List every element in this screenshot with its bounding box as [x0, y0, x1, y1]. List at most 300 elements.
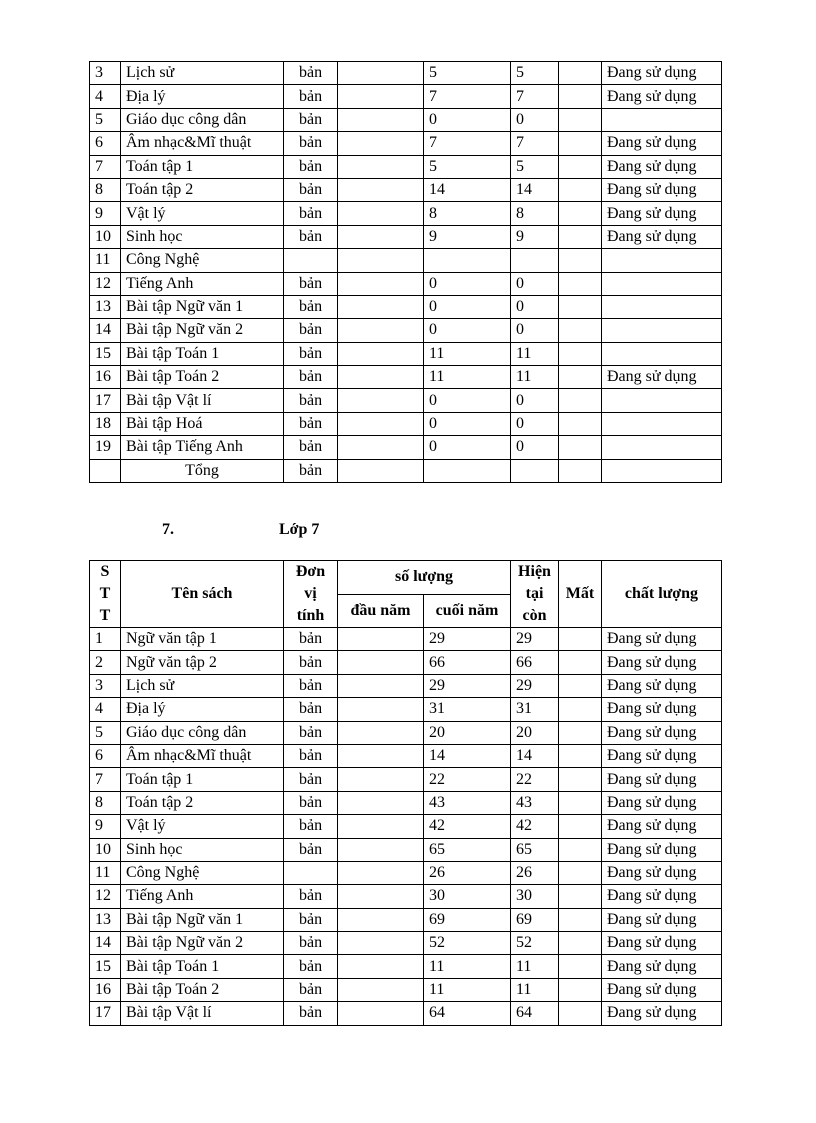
book-name-cell: Địa lý: [121, 85, 284, 108]
stt-cell: 15: [90, 342, 121, 365]
lost-cell: [559, 412, 602, 435]
end-year-cell: 0: [424, 108, 511, 131]
lost-cell: [559, 815, 602, 838]
table-row: [90, 698, 722, 721]
header-stt-line: T: [99, 585, 111, 602]
unit-cell: bản: [284, 628, 338, 651]
end-year-cell: [424, 249, 511, 272]
start-year-cell: [338, 628, 424, 651]
end-year-cell: 31: [424, 698, 511, 721]
book-name-cell: Lịch sử: [121, 674, 284, 697]
table-row: [90, 436, 722, 459]
end-year-cell: 14: [424, 744, 511, 767]
stt-cell: 13: [90, 295, 121, 318]
lost-cell: [559, 955, 602, 978]
remaining-cell: 26: [511, 861, 559, 884]
book-name-cell: Toán tập 2: [121, 178, 284, 201]
stt-cell: 9: [90, 202, 121, 225]
unit-cell: bản: [284, 132, 338, 155]
stt-cell: 11: [90, 861, 121, 884]
lost-cell: [559, 272, 602, 295]
unit-cell: bản: [284, 744, 338, 767]
lost-cell: [559, 885, 602, 908]
stt-cell: 5: [90, 108, 121, 131]
header-stt-line: T: [99, 607, 111, 624]
unit-cell: bản: [284, 108, 338, 131]
remaining-cell: 11: [511, 366, 559, 389]
quality-cell: Đang sử dụng: [602, 132, 722, 155]
table-row: [90, 108, 722, 131]
total-quality-cell: [602, 459, 722, 482]
unit-cell: bản: [284, 838, 338, 861]
stt-cell: 14: [90, 319, 121, 342]
quality-cell: [602, 412, 722, 435]
quality-cell: Đang sử dụng: [602, 861, 722, 884]
remaining-cell: 65: [511, 838, 559, 861]
start-year-cell: [338, 132, 424, 155]
stt-cell: 4: [90, 698, 121, 721]
total-end-cell: [424, 459, 511, 482]
stt-cell: 16: [90, 366, 121, 389]
start-year-cell: [338, 815, 424, 838]
book-name-cell: Bài tập Ngữ văn 2: [121, 932, 284, 955]
section-number: 7.: [162, 521, 174, 538]
stt-cell: 3: [90, 674, 121, 697]
stt-cell: 18: [90, 412, 121, 435]
end-year-cell: 8: [424, 202, 511, 225]
start-year-cell: [338, 366, 424, 389]
unit-cell: bản: [284, 202, 338, 225]
table-row: [90, 272, 722, 295]
book-name-cell: Tiếng Anh: [121, 885, 284, 908]
quality-cell: Đang sử dụng: [602, 155, 722, 178]
book-name-cell: Âm nhạc&Mĩ thuật: [121, 132, 284, 155]
lost-cell: [559, 838, 602, 861]
stt-cell: 9: [90, 815, 121, 838]
book-name-cell: Bài tập Hoá: [121, 412, 284, 435]
quality-cell: [602, 108, 722, 131]
lost-cell: [559, 85, 602, 108]
book-name-cell: Tiếng Anh: [121, 272, 284, 295]
remaining-cell: 8: [511, 202, 559, 225]
lost-cell: [559, 108, 602, 131]
table-row: [90, 908, 722, 931]
remaining-cell: 22: [511, 768, 559, 791]
stt-cell: 10: [90, 225, 121, 248]
remaining-cell: 64: [511, 1002, 559, 1025]
book-name-cell: Giáo dục công dân: [121, 721, 284, 744]
end-year-cell: 22: [424, 768, 511, 791]
unit-cell: bản: [284, 955, 338, 978]
table-row: [90, 85, 722, 108]
header-stt: [90, 561, 121, 628]
start-year-cell: [338, 885, 424, 908]
total-lost-cell: [559, 459, 602, 482]
stt-cell: 13: [90, 908, 121, 931]
start-year-cell: [338, 978, 424, 1001]
table-row: [90, 155, 722, 178]
lost-cell: [559, 225, 602, 248]
header-now-line: còn: [522, 607, 547, 624]
lost-cell: [559, 861, 602, 884]
start-year-cell: [338, 838, 424, 861]
end-year-cell: 0: [424, 272, 511, 295]
unit-cell: [284, 861, 338, 884]
table-row: [90, 674, 722, 697]
end-year-cell: 30: [424, 885, 511, 908]
header-row: [90, 561, 722, 595]
table-row: [90, 721, 722, 744]
header-end: cuối năm: [424, 594, 511, 628]
quality-cell: Đang sử dụng: [602, 885, 722, 908]
book-name-cell: Bài tập Ngữ văn 1: [121, 908, 284, 931]
lost-cell: [559, 628, 602, 651]
stt-cell: 7: [90, 768, 121, 791]
unit-cell: bản: [284, 225, 338, 248]
end-year-cell: 11: [424, 366, 511, 389]
start-year-cell: [338, 62, 424, 85]
remaining-cell: 0: [511, 272, 559, 295]
end-year-cell: 14: [424, 178, 511, 201]
book-name-cell: Bài tập Toán 2: [121, 366, 284, 389]
lost-cell: [559, 249, 602, 272]
remaining-cell: 5: [511, 155, 559, 178]
start-year-cell: [338, 178, 424, 201]
stt-cell: 12: [90, 272, 121, 295]
quality-cell: Đang sử dụng: [602, 202, 722, 225]
header-quantity: số lượng: [338, 561, 511, 595]
unit-cell: [284, 249, 338, 272]
book-name-cell: Bài tập Vật lí: [121, 389, 284, 412]
stt-cell: 8: [90, 791, 121, 814]
unit-cell: bản: [284, 932, 338, 955]
book-inventory-table-class7: [89, 560, 722, 1026]
quality-cell: Đang sử dụng: [602, 674, 722, 697]
unit-cell: bản: [284, 721, 338, 744]
quality-cell: Đang sử dụng: [602, 178, 722, 201]
book-name-cell: Địa lý: [121, 698, 284, 721]
stt-cell: 8: [90, 178, 121, 201]
unit-cell: bản: [284, 178, 338, 201]
remaining-cell: 0: [511, 389, 559, 412]
stt-cell: 10: [90, 838, 121, 861]
end-year-cell: 42: [424, 815, 511, 838]
lost-cell: [559, 768, 602, 791]
unit-cell: bản: [284, 272, 338, 295]
lost-cell: [559, 791, 602, 814]
table-row: [90, 861, 722, 884]
start-year-cell: [338, 225, 424, 248]
unit-cell: bản: [284, 885, 338, 908]
book-name-cell: Công Nghệ: [121, 861, 284, 884]
quality-cell: [602, 319, 722, 342]
stt-cell: 7: [90, 155, 121, 178]
stt-cell: 17: [90, 1002, 121, 1025]
table-row: [90, 319, 722, 342]
start-year-cell: [338, 744, 424, 767]
quality-cell: Đang sử dụng: [602, 225, 722, 248]
remaining-cell: 29: [511, 674, 559, 697]
start-year-cell: [338, 791, 424, 814]
start-year-cell: [338, 861, 424, 884]
stt-cell: 6: [90, 132, 121, 155]
table-row: [90, 202, 722, 225]
quality-cell: Đang sử dụng: [602, 721, 722, 744]
end-year-cell: 26: [424, 861, 511, 884]
book-name-cell: Bài tập Toán 1: [121, 342, 284, 365]
remaining-cell: 11: [511, 342, 559, 365]
remaining-cell: 14: [511, 744, 559, 767]
remaining-cell: 0: [511, 319, 559, 342]
lost-cell: [559, 132, 602, 155]
table-row: [90, 744, 722, 767]
lost-cell: [559, 62, 602, 85]
table-row: [90, 295, 722, 318]
end-year-cell: 52: [424, 932, 511, 955]
stt-cell: 5: [90, 721, 121, 744]
table-row: [90, 791, 722, 814]
end-year-cell: 20: [424, 721, 511, 744]
stt-cell: 15: [90, 955, 121, 978]
lost-cell: [559, 319, 602, 342]
start-year-cell: [338, 768, 424, 791]
end-year-cell: 0: [424, 389, 511, 412]
end-year-cell: 5: [424, 62, 511, 85]
header-unit: [284, 561, 338, 628]
unit-cell: bản: [284, 908, 338, 931]
end-year-cell: 9: [424, 225, 511, 248]
quality-cell: [602, 436, 722, 459]
stt-cell: 11: [90, 249, 121, 272]
start-year-cell: [338, 249, 424, 272]
lost-cell: [559, 178, 602, 201]
start-year-cell: [338, 698, 424, 721]
lost-cell: [559, 342, 602, 365]
remaining-cell: 69: [511, 908, 559, 931]
header-lost: Mất: [559, 561, 602, 628]
stt-cell: 1: [90, 628, 121, 651]
header-unit-line: vị: [304, 585, 317, 602]
book-name-cell: Sinh học: [121, 225, 284, 248]
table-row: [90, 651, 722, 674]
table-row: [90, 412, 722, 435]
stt-cell: 6: [90, 744, 121, 767]
remaining-cell: 11: [511, 955, 559, 978]
unit-cell: bản: [284, 62, 338, 85]
remaining-cell: [511, 249, 559, 272]
quality-cell: [602, 342, 722, 365]
start-year-cell: [338, 436, 424, 459]
remaining-cell: 5: [511, 62, 559, 85]
quality-cell: Đang sử dụng: [602, 628, 722, 651]
quality-cell: [602, 249, 722, 272]
lost-cell: [559, 366, 602, 389]
lost-cell: [559, 674, 602, 697]
quality-cell: [602, 272, 722, 295]
table-row: [90, 342, 722, 365]
start-year-cell: [338, 295, 424, 318]
end-year-cell: 11: [424, 955, 511, 978]
end-year-cell: 66: [424, 651, 511, 674]
start-year-cell: [338, 108, 424, 131]
book-name-cell: Toán tập 1: [121, 768, 284, 791]
start-year-cell: [338, 412, 424, 435]
unit-cell: bản: [284, 768, 338, 791]
book-name-cell: Công Nghệ: [121, 249, 284, 272]
end-year-cell: 5: [424, 155, 511, 178]
start-year-cell: [338, 651, 424, 674]
book-name-cell: Lịch sử: [121, 62, 284, 85]
unit-cell: bản: [284, 791, 338, 814]
stt-cell: 12: [90, 885, 121, 908]
book-name-cell: Bài tập Ngữ văn 2: [121, 319, 284, 342]
total-stt-cell: [90, 459, 121, 482]
stt-cell: 17: [90, 389, 121, 412]
total-now-cell: [511, 459, 559, 482]
remaining-cell: 66: [511, 651, 559, 674]
header-unit-line: tính: [296, 607, 325, 624]
unit-cell: bản: [284, 85, 338, 108]
start-year-cell: [338, 721, 424, 744]
stt-cell: 19: [90, 436, 121, 459]
unit-cell: bản: [284, 155, 338, 178]
remaining-cell: 42: [511, 815, 559, 838]
remaining-cell: 29: [511, 628, 559, 651]
table-row: [90, 955, 722, 978]
table-row: [90, 838, 722, 861]
remaining-cell: 14: [511, 178, 559, 201]
unit-cell: bản: [284, 295, 338, 318]
end-year-cell: 65: [424, 838, 511, 861]
end-year-cell: 69: [424, 908, 511, 931]
header-stt-line: S: [100, 563, 110, 580]
start-year-cell: [338, 932, 424, 955]
header-now-line: tại: [525, 585, 544, 602]
start-year-cell: [338, 908, 424, 931]
book-name-cell: Bài tập Ngữ văn 1: [121, 295, 284, 318]
book-name-cell: Ngữ văn tập 2: [121, 651, 284, 674]
quality-cell: Đang sử dụng: [602, 791, 722, 814]
start-year-cell: [338, 85, 424, 108]
remaining-cell: 0: [511, 108, 559, 131]
end-year-cell: 0: [424, 295, 511, 318]
quality-cell: Đang sử dụng: [602, 908, 722, 931]
unit-cell: bản: [284, 674, 338, 697]
end-year-cell: 7: [424, 85, 511, 108]
table-row: [90, 389, 722, 412]
lost-cell: [559, 721, 602, 744]
lost-cell: [559, 202, 602, 225]
lost-cell: [559, 295, 602, 318]
quality-cell: Đang sử dụng: [602, 651, 722, 674]
start-year-cell: [338, 1002, 424, 1025]
table-row: [90, 815, 722, 838]
start-year-cell: [338, 272, 424, 295]
lost-cell: [559, 1002, 602, 1025]
table-row: [90, 178, 722, 201]
remaining-cell: 9: [511, 225, 559, 248]
unit-cell: bản: [284, 389, 338, 412]
end-year-cell: 0: [424, 319, 511, 342]
lost-cell: [559, 908, 602, 931]
end-year-cell: 29: [424, 628, 511, 651]
book-name-cell: Toán tập 2: [121, 791, 284, 814]
book-name-cell: Bài tập Vật lí: [121, 1002, 284, 1025]
lost-cell: [559, 436, 602, 459]
unit-cell: bản: [284, 698, 338, 721]
book-name-cell: Âm nhạc&Mĩ thuật: [121, 744, 284, 767]
book-name-cell: Bài tập Toán 2: [121, 978, 284, 1001]
lost-cell: [559, 155, 602, 178]
table-row: [90, 768, 722, 791]
quality-cell: [602, 295, 722, 318]
quality-cell: Đang sử dụng: [602, 932, 722, 955]
table-body: [90, 62, 722, 460]
quality-cell: Đang sử dụng: [602, 815, 722, 838]
table-row: [90, 366, 722, 389]
total-start-cell: [338, 459, 424, 482]
header-unit-line: Đơn: [295, 563, 326, 580]
table-row: [90, 1002, 722, 1025]
end-year-cell: 29: [424, 674, 511, 697]
header-now: [511, 561, 559, 628]
table-row: [90, 885, 722, 908]
lost-cell: [559, 698, 602, 721]
quality-cell: Đang sử dụng: [602, 744, 722, 767]
start-year-cell: [338, 202, 424, 225]
unit-cell: bản: [284, 342, 338, 365]
start-year-cell: [338, 955, 424, 978]
end-year-cell: 0: [424, 436, 511, 459]
unit-cell: bản: [284, 319, 338, 342]
remaining-cell: 11: [511, 978, 559, 1001]
section-heading: [0, 518, 816, 544]
table-row: [90, 932, 722, 955]
start-year-cell: [338, 155, 424, 178]
book-name-cell: Giáo dục công dân: [121, 108, 284, 131]
remaining-cell: 52: [511, 932, 559, 955]
table-row: [90, 225, 722, 248]
quality-cell: Đang sử dụng: [602, 85, 722, 108]
start-year-cell: [338, 389, 424, 412]
lost-cell: [559, 389, 602, 412]
stt-cell: 16: [90, 978, 121, 1001]
remaining-cell: 31: [511, 698, 559, 721]
remaining-cell: 7: [511, 85, 559, 108]
end-year-cell: 11: [424, 978, 511, 1001]
book-name-cell: Bài tập Toán 1: [121, 955, 284, 978]
quality-cell: Đang sử dụng: [602, 366, 722, 389]
quality-cell: Đang sử dụng: [602, 978, 722, 1001]
remaining-cell: 0: [511, 436, 559, 459]
end-year-cell: 0: [424, 412, 511, 435]
remaining-cell: 43: [511, 791, 559, 814]
book-name-cell: Toán tập 1: [121, 155, 284, 178]
section-title: Lớp 7: [279, 521, 320, 538]
stt-cell: 4: [90, 85, 121, 108]
table-row: [90, 628, 722, 651]
book-name-cell: Bài tập Tiếng Anh: [121, 436, 284, 459]
book-name-cell: Sinh học: [121, 838, 284, 861]
unit-cell: bản: [284, 436, 338, 459]
unit-cell: bản: [284, 815, 338, 838]
lost-cell: [559, 978, 602, 1001]
unit-cell: bản: [284, 366, 338, 389]
table-body: [90, 628, 722, 1026]
book-name-cell: Ngữ văn tập 1: [121, 628, 284, 651]
quality-cell: Đang sử dụng: [602, 62, 722, 85]
end-year-cell: 64: [424, 1002, 511, 1025]
